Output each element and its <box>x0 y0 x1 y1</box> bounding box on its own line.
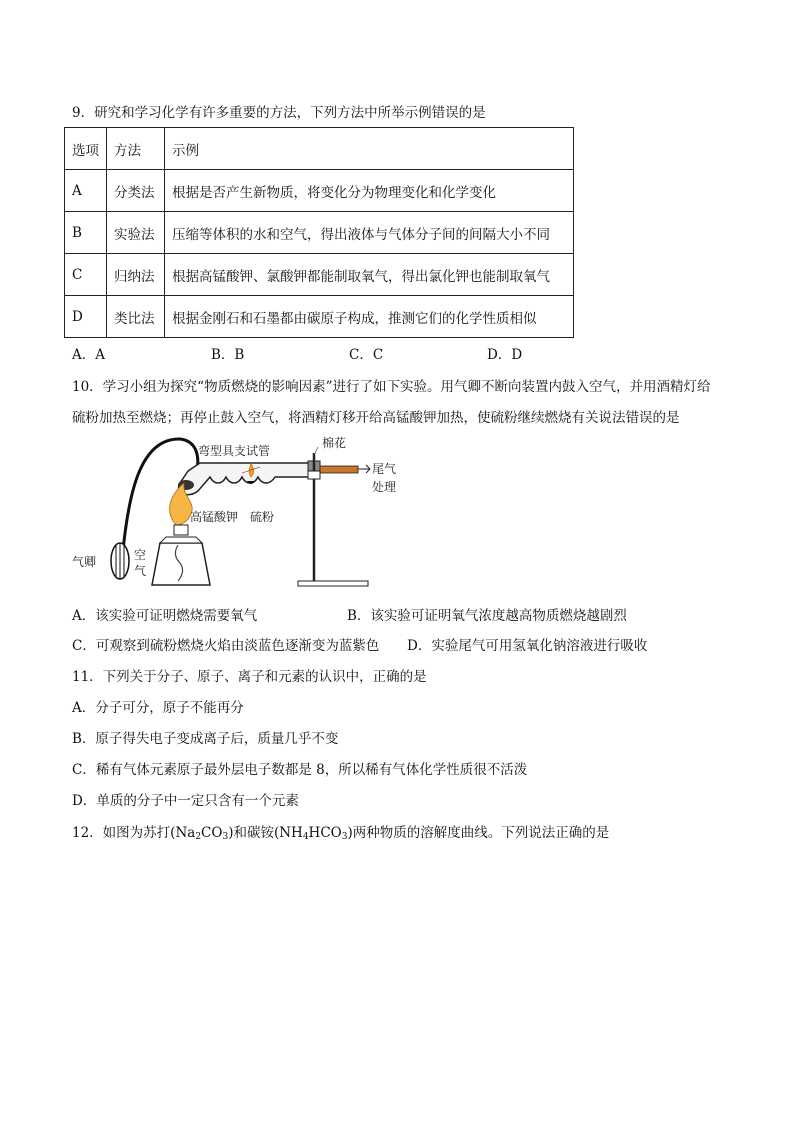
lamp-neck <box>174 525 188 535</box>
q9-option-c[interactable]: C．C <box>349 347 384 363</box>
table-cell: 根据金刚石和石墨都由碳原子构成，推测它们的化学性质相似 <box>165 296 574 338</box>
q9-stem: 9．研究和学习化学有许多重要的方法，下列方法中所举示例错误的是 <box>72 105 486 121</box>
table-row <box>65 212 574 254</box>
exhaust-outlet <box>320 466 358 473</box>
table-cell: C <box>65 254 107 296</box>
q11-option-a[interactable]: A．分子可分，原子不能再分 <box>72 700 244 716</box>
stand-clamp <box>308 471 320 479</box>
q10-stem-line2: 硫粉加热至燃烧；再停止鼓入空气，将酒精灯移开给高锰酸钾加热，使硫粉继续燃烧有关说法错误的是 <box>72 410 680 426</box>
table-cell: D <box>65 296 107 338</box>
table-row <box>65 254 574 296</box>
label-cotton: 棉花 <box>322 436 347 450</box>
label-tube: 弯型具支试管 <box>198 444 271 458</box>
q9-option-d[interactable]: D．D <box>487 347 523 363</box>
q10-option-a[interactable]: A．该实验可证明燃烧需要氧气 <box>72 608 258 624</box>
table-row <box>65 296 574 338</box>
q10-stem-line1: 10．学习小组为探究“物质燃烧的影响因素”进行了如下实验。用气卿不断向装置内鼓入空气，并用酒精灯给 <box>72 379 711 395</box>
q12-text-2: CO <box>201 825 223 841</box>
q11-option-c[interactable]: C．稀有气体元素原子最外层电子数都是 8，所以稀有气体化学性质很不活泼 <box>72 762 528 778</box>
label-bulb: 气卿 <box>72 555 97 569</box>
table-cell: 归纳法 <box>107 254 165 296</box>
label-exhaust-2: 处理 <box>372 480 397 494</box>
table-row <box>65 170 574 212</box>
q12-text-1: 12．如图为苏打(Na <box>72 825 196 841</box>
q12-sub-4: 3 <box>341 832 348 842</box>
label-sulfur: 硫粉 <box>250 510 275 524</box>
header-example: 示例 <box>165 128 574 170</box>
table-cell: 实验法 <box>107 212 165 254</box>
label-air-2: 气 <box>134 564 147 578</box>
curved-test-tube <box>179 463 310 495</box>
q11-option-d[interactable]: D．单质的分子中一定只含有一个元素 <box>72 793 299 809</box>
label-exhaust-1: 尾气 <box>372 462 397 476</box>
q10-option-c[interactable]: C．可观察到硫粉燃烧火焰由淡蓝色逐渐变为蓝紫色 <box>72 638 380 654</box>
q12-sub-1: 2 <box>195 832 202 842</box>
table-cell: A <box>65 170 107 212</box>
q11-option-b[interactable]: B．原子得失电子变成离子后，质量几乎不变 <box>72 731 339 747</box>
q12-sub-2: 3 <box>222 832 229 842</box>
q12-text-4: HCO <box>308 825 342 841</box>
q9-option-a[interactable]: A．A <box>72 347 105 363</box>
table-header-row <box>65 128 574 170</box>
q9-option-b[interactable]: B．B <box>211 347 245 363</box>
q10-option-b[interactable]: B．该实验可证明氧气浓度越高物质燃烧越剧烈 <box>347 608 627 624</box>
table-cell: 类比法 <box>107 296 165 338</box>
experiment-diagram <box>70 433 410 593</box>
header-option: 选项 <box>65 128 107 170</box>
stand-base <box>298 581 368 586</box>
table-cell: 压缩等体积的水和空气，得出液体与气体分子间的间隔大小不同 <box>165 212 574 254</box>
q12-text-5: )两种物质的溶解度曲线。下列说法正确的是 <box>347 825 610 841</box>
q9-table <box>64 127 574 338</box>
table-cell: 根据是否产生新物质，将变化分为物理变化和化学变化 <box>165 170 574 212</box>
q12-text-3: )和碳铵(NH <box>228 825 303 841</box>
table-cell: 分类法 <box>107 170 165 212</box>
label-kmno4: 高锰酸钾 <box>190 510 239 524</box>
q10-option-d[interactable]: D．实验尾气可用氢氧化钠溶液进行吸收 <box>407 638 648 654</box>
q11-stem: 11．下列关于分子、原子、离子和元素的认识中，正确的是 <box>72 669 427 685</box>
label-air-1: 空 <box>134 548 147 562</box>
q12-sub-3: 4 <box>302 832 309 842</box>
table-cell: B <box>65 212 107 254</box>
header-method: 方法 <box>107 128 165 170</box>
exhaust-arrow-icon <box>358 465 370 473</box>
table-cell: 根据高锰酸钾、氯酸钾都能制取氧气，得出氯化钾也能制取氧气 <box>165 254 574 296</box>
q12-stem <box>72 823 609 843</box>
